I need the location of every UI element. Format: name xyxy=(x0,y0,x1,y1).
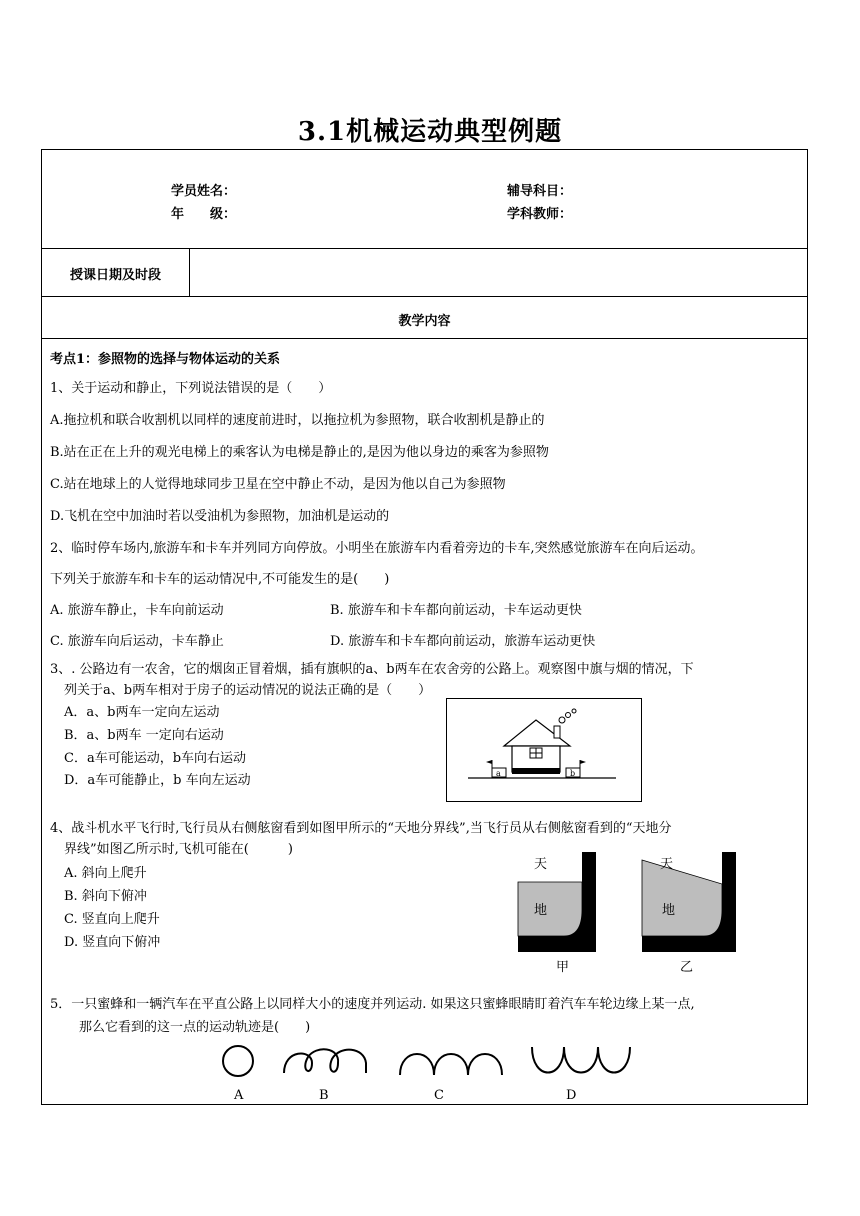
teacher-label: 学科教师： xyxy=(507,207,573,222)
option-d-label: D xyxy=(566,1088,577,1103)
row-divider xyxy=(42,296,807,297)
sky-label-1: 天 xyxy=(534,857,548,872)
q4-option-c: C. 竖直向上爬升 xyxy=(64,912,160,927)
content-heading: 教学内容 xyxy=(398,314,451,329)
date-label: 授课日期及时段 xyxy=(70,268,162,283)
q4-option-d: D. 竖直向下俯冲 xyxy=(64,935,161,950)
q3-stem: 3、. 公路边有一农舍，它的烟囱正冒着烟，插有旗帜的a、b两车在农舍旁的公路上。观察图中旗与烟的情况，下 xyxy=(50,662,694,677)
q3-option-c: C．a车可能运动，b车向右运动 xyxy=(64,751,247,766)
option-a-label: A xyxy=(234,1088,244,1103)
q2-option-d: D. 旅游车和卡车都向前运动，旅游车运动更快 xyxy=(330,634,596,649)
farmhouse-figure xyxy=(446,698,642,802)
q2-stem: 2、临时停车场内,旅游车和卡车并列同方向停放。小明坐在旅游车内看着旁边的卡车,突然感觉旅游车在向后运动。 xyxy=(50,541,704,556)
fig1-label: 甲 xyxy=(556,960,570,975)
q3-option-d: D．a车可能静止，b 车向左运动 xyxy=(64,773,251,788)
grade-label: 年 级： xyxy=(171,207,237,222)
trajectory-c-arches xyxy=(400,1054,502,1075)
q3-option-b: B．a、b两车 一定向右运动 xyxy=(64,728,224,743)
student-name-label: 学员姓名： xyxy=(171,184,237,199)
page-title: 3.1机械运动典型例题 xyxy=(297,117,563,147)
q1-option-c: C.站在地球上的人觉得地球同步卫星在空中静止不动，是因为他以自己为参照物 xyxy=(50,477,506,492)
lesson-table xyxy=(41,149,808,1105)
q4-stem: 4、战斗机水平飞行时,飞行员从右侧舷窗看到如图甲所示的“天地分界线”,当飞行员从右侧舷窗看到的“天地分 xyxy=(50,821,672,836)
q3-stem-cont: 列关于a、b两车相对于房子的运动情况的说法正确的是（ ） xyxy=(64,683,432,698)
fig2-label: 乙 xyxy=(680,960,694,975)
option-b-label: B xyxy=(319,1088,329,1103)
q2-option-c: C. 旅游车向后运动，卡车静止 xyxy=(50,634,224,649)
horizon-figures xyxy=(516,850,746,980)
q2-stem-cont: 下列关于旅游车和卡车的运动情况中,不可能发生的是( ) xyxy=(50,572,390,587)
ground-label-2: 地 xyxy=(662,903,676,918)
trajectory-d-cups xyxy=(532,1047,630,1073)
q5-stem: 5．一只蜜蜂和一辆汽车在平直公路上以同样大小的速度并列运动. 如果这只蜜蜂眼睛盯着汽车车轮边缘上某一点, xyxy=(50,997,695,1012)
q5-stem-cont: 那么它看到的这一点的运动轨迹是( ) xyxy=(79,1020,311,1035)
car-a-label: a xyxy=(496,769,501,778)
car-b-label: b xyxy=(570,769,576,778)
trajectory-a-circle xyxy=(223,1046,253,1076)
row-divider xyxy=(42,248,807,249)
q2-option-a: A. 旅游车静止，卡车向前运动 xyxy=(50,603,224,618)
row-divider xyxy=(42,338,807,339)
q1-stem: 1、关于运动和静止，下列说法错误的是（ ） xyxy=(50,381,332,396)
trajectory-options xyxy=(212,1043,642,1103)
q1-option-a: A.拖拉机和联合收割机以同样的速度前进时，以拖拉机为参照物，联合收割机是静止的 xyxy=(50,413,545,428)
trajectory-b-loops xyxy=(284,1049,366,1073)
section-heading: 考点1：参照物的选择与物体运动的关系 xyxy=(50,352,281,367)
ground-label-1: 地 xyxy=(534,903,548,918)
q3-option-a: A．a、b两车一定向左运动 xyxy=(64,705,220,720)
q2-option-b: B. 旅游车和卡车都向前运动，卡车运动更快 xyxy=(330,603,582,618)
sky-label-2: 天 xyxy=(660,857,674,872)
q4-stem-cont: 界线”如图乙所示时,飞机可能在( ) xyxy=(64,842,293,857)
subject-label: 辅导科目： xyxy=(507,184,573,199)
q1-option-d: D.飞机在空中加油时若以受油机为参照物，加油机是运动的 xyxy=(50,509,390,524)
col-divider xyxy=(189,248,190,296)
option-c-label: C xyxy=(434,1088,444,1103)
q4-option-b: B. 斜向下俯冲 xyxy=(64,889,147,904)
q4-option-a: A. 斜向上爬升 xyxy=(64,866,147,881)
q1-option-b: B.站在正在上升的观光电梯上的乘客认为电梯是静止的,是因为他以身边的乘客为参照物 xyxy=(50,445,549,460)
